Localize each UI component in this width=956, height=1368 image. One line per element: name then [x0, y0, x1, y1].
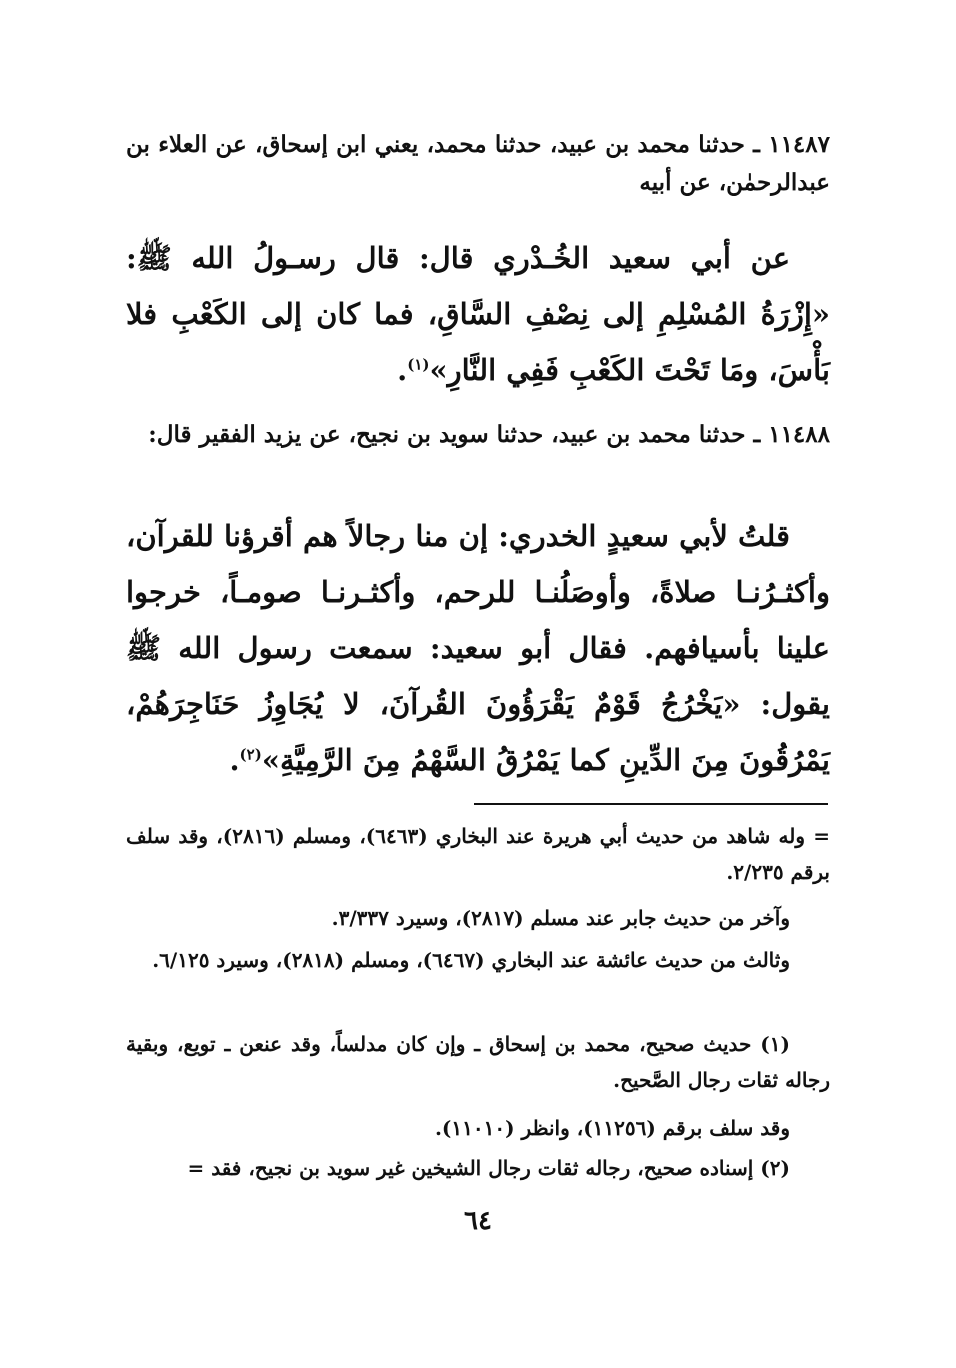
hadith-11488-matn [126, 508, 830, 788]
page-number: ٦٤ [464, 1206, 492, 1236]
hadith-11488-isnad: ١١٤٨٨ ـ حدثنا محمد بن عبيد، حدثنا سويد بن نجيح، عن يزيد الفقير قال: [148, 421, 830, 448]
hadith-11488-end: . [229, 743, 240, 777]
footnote-continued-3: وثالث من حديث عائشة عند البخاري (٦٤٦٧)، ومسلم (٢٨١٨)، وسيرد ٦/١٢٥. [152, 948, 790, 972]
hadith-11487-matn-text: عن أبي سعيد الخُـدْري قال: قال رسـولُ الله ﷺ: «إِزْرَةُ المُسْلِمِ إلى نِصْفِ السَّاقِ، فما كان إلى الكَعْبِ فلا بَأْسَ، ومَا تَحْتَ الكَعْبِ فَفِي النَّارِ» [126, 241, 830, 387]
hadith-11488-matn-text: قلتُ لأبي سعيدٍ الخدري: إن منا رجالاً هم أقرؤنا للقرآن، وأكثـرُنـا صلاةً، وأوصَلُنـا للرحم، وأكثـرنـا صومـاً، خرجوا علينا بأسيافهم. فقال أبو سعيد: سمعت رسول الله ﷺ يقول: «يَخْرُجُ قَوْمٌ يَقْرَؤُونَ القُرآنَ، لا يُجَاوِزُ حَنَاجِرَهُمْ، يَمْرُقُونَ مِنَ الدِّينِ كما يَمْرُقُ السَّهْمُ مِنَ الرَّمِيَّةِ» [126, 519, 830, 777]
footnote-separator [474, 803, 828, 805]
footnote-1-continued: وقد سلف برقم (١١٢٥٦)، وانظر (١١٠١٠). [434, 1116, 790, 1140]
footnote-continued-1: = وله شاهد من حديث أبي هريرة عند البخاري (٦٤٦٣)، ومسلم (٢٨١٦)، وقد سلف برقم ٢/٢٣٥. [126, 824, 830, 884]
footnote-2: (٢) إسناده صحيح، رجاله ثقات رجال الشيخين غير سويد بن نجيح، فقد = [187, 1156, 790, 1180]
footnote-continued-2: وآخر من حديث جابر عند مسلم (٢٨١٧)، وسيرد ٣/٣٣٧. [331, 906, 790, 930]
footnote-ref-1: (١) [407, 355, 430, 374]
footnote-1: (١) حديث صحيح، محمد بن إسحاق ـ وإن كان مدلساً، وقد عنعن ـ تويع، وبقية رجاله ثقات رجال الصَّحيح. [126, 1032, 830, 1092]
hadith-11487-end: . [397, 353, 408, 387]
hadith-11487-matn [126, 230, 830, 398]
hadith-11487-isnad: ١١٤٨٧ ـ حدثنا محمد بن عبيد، حدثنا محمد، يعني ابن إسحاق، عن العلاء بن عبدالرحمٰن، عن أبيه [126, 131, 830, 196]
footnote-ref-2: (٢) [239, 745, 262, 764]
